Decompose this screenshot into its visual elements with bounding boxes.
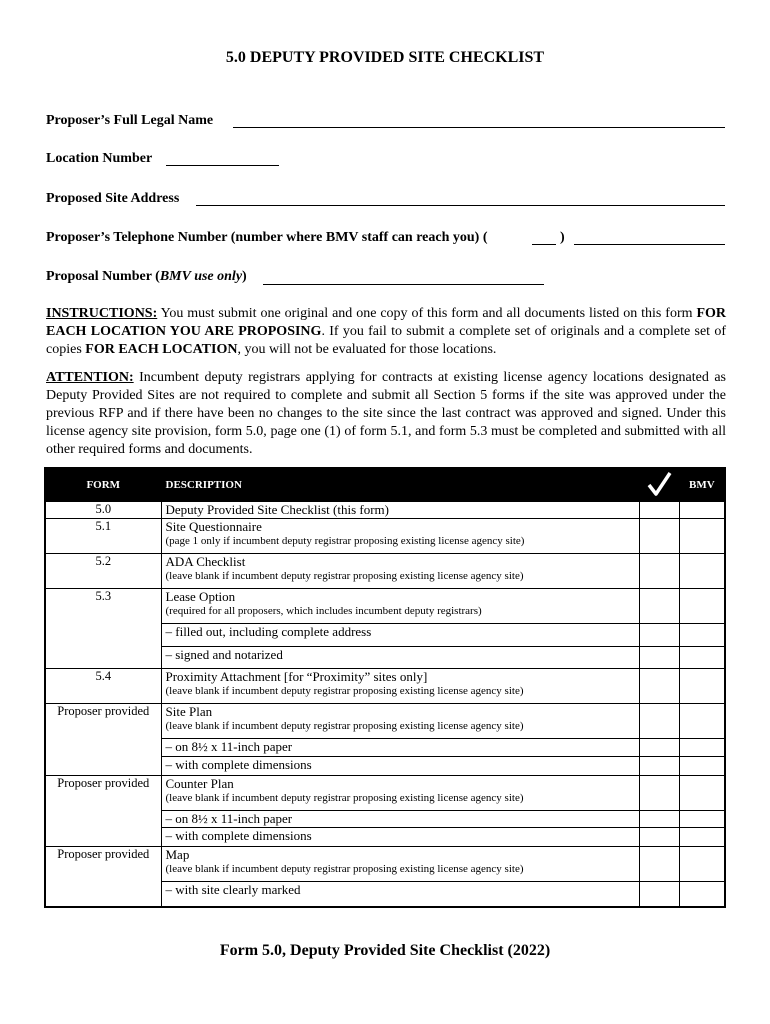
form-number-cell: 5.4 <box>45 669 161 704</box>
bmv-check-box[interactable] <box>679 739 725 757</box>
description-text: – on 8½ x 11-inch paper <box>165 811 293 826</box>
description-cell <box>161 669 639 704</box>
bmv-check-box[interactable] <box>679 847 725 882</box>
proposer-check-box[interactable] <box>639 589 679 624</box>
table-row <box>45 847 725 882</box>
description-text: ADA Checklist <box>165 554 246 569</box>
bmv-check-box[interactable] <box>679 882 725 907</box>
form-number-cell <box>45 757 161 776</box>
bmv-check-box[interactable] <box>679 554 725 589</box>
check-header <box>639 468 679 502</box>
description-cell <box>161 811 639 828</box>
checklist-table <box>44 467 726 908</box>
table-row <box>45 776 725 811</box>
description-text: – with complete dimensions <box>165 828 312 843</box>
description-text: Site Plan <box>165 704 213 719</box>
proposer-check-box[interactable] <box>639 669 679 704</box>
form-number-cell <box>45 624 161 647</box>
proposal-number-field[interactable] <box>263 284 544 285</box>
table-row <box>45 669 725 704</box>
table-row <box>45 647 725 669</box>
site-address-label: Proposed Site Address <box>46 191 180 206</box>
bmv-check-box[interactable] <box>679 669 725 704</box>
bmv-header: BMV <box>679 468 725 502</box>
form-number-cell: Proposer provided <box>45 776 161 811</box>
proposer-check-box[interactable] <box>639 847 679 882</box>
form-footer: Form 5.0, Deputy Provided Site Checklist (2022) <box>219 942 551 959</box>
form-number-cell <box>45 739 161 757</box>
legal-name-label: Proposer’s Full Legal Name <box>46 113 214 128</box>
description-text: – on 8½ x 11-inch paper <box>165 739 293 754</box>
description-cell <box>161 554 639 589</box>
proposer-check-box[interactable] <box>639 739 679 757</box>
bmv-check-box[interactable] <box>679 811 725 828</box>
bmv-check-box[interactable] <box>679 502 725 519</box>
description-note: (leave blank if incumbent deputy registrar proposing existing license agency site) <box>165 720 524 732</box>
proposer-check-box[interactable] <box>639 757 679 776</box>
description-note: (required for all proposers, which includes incumbent deputy registrars) <box>165 605 482 617</box>
table-row <box>45 757 725 776</box>
description-note: (leave blank if incumbent deputy registrar proposing existing license agency site) <box>165 685 524 697</box>
bmv-check-box[interactable] <box>679 828 725 847</box>
bmv-check-box[interactable] <box>679 589 725 624</box>
table-row <box>45 882 725 907</box>
description-cell <box>161 519 639 554</box>
proposer-check-box[interactable] <box>639 624 679 647</box>
location-number-field[interactable] <box>166 165 279 166</box>
table-row <box>45 739 725 757</box>
form-number-cell <box>45 882 161 907</box>
proposer-check-box[interactable] <box>639 502 679 519</box>
proposer-check-box[interactable] <box>639 704 679 739</box>
description-text: – with site clearly marked <box>165 882 301 897</box>
description-cell <box>161 624 639 647</box>
description-text: – with complete dimensions <box>165 757 312 772</box>
description-text: Proximity Attachment [for “Proximity” sites only] <box>165 669 428 684</box>
description-cell <box>161 882 639 907</box>
area-code-field[interactable] <box>532 244 556 245</box>
description-text: Lease Option <box>165 589 236 604</box>
description-cell <box>161 647 639 669</box>
instructions-paragraph: INSTRUCTIONS: You must submit one original and one copy of this form and all documents listed on this form FOR EACH LOCATION YOU ARE PROPOSING. If you fail to submit a complete set of originals and a complete set of copies FOR EACH LOCATION, you will not be evaluated for those locations. <box>46 306 727 357</box>
bmv-check-box[interactable] <box>679 624 725 647</box>
form-number-cell: 5.1 <box>45 519 161 554</box>
description-text: Site Questionnaire <box>165 519 262 534</box>
form-number-cell: 5.2 <box>45 554 161 589</box>
description-cell <box>161 847 639 882</box>
proposal-number-label: Proposal Number (BMV use only) <box>46 269 247 284</box>
description-text: Map <box>165 847 190 862</box>
page-title: 5.0 DEPUTY PROVIDED SITE CHECKLIST <box>225 49 545 66</box>
description-text: Deputy Provided Site Checklist (this form) <box>165 502 390 517</box>
description-cell <box>161 757 639 776</box>
form-number-cell: Proposer provided <box>45 704 161 739</box>
proposer-check-box[interactable] <box>639 776 679 811</box>
table-row <box>45 624 725 647</box>
proposer-check-box[interactable] <box>639 647 679 669</box>
bmv-check-box[interactable] <box>679 647 725 669</box>
description-note: (leave blank if incumbent deputy registrar proposing existing license agency site) <box>165 570 524 582</box>
form-number-cell: 5.3 <box>45 589 161 624</box>
description-cell <box>161 828 639 847</box>
description-text: – signed and notarized <box>165 647 283 662</box>
table-row <box>45 554 725 589</box>
description-cell <box>161 739 639 757</box>
description-header: DESCRIPTION <box>161 468 639 502</box>
description-note: (leave blank if incumbent deputy registrar proposing existing license agency site) <box>165 792 524 804</box>
table-header-row <box>45 468 725 502</box>
form-number-cell: 5.0 <box>45 502 161 519</box>
proposer-check-box[interactable] <box>639 882 679 907</box>
table-row <box>45 519 725 554</box>
table-row <box>45 502 725 519</box>
bmv-check-box[interactable] <box>679 776 725 811</box>
description-note: (leave blank if incumbent deputy registrar proposing existing license agency site) <box>165 863 524 875</box>
description-text: – filled out, including complete address <box>165 624 372 639</box>
telephone-field[interactable] <box>574 244 725 245</box>
form-number-cell <box>45 647 161 669</box>
bmv-check-box[interactable] <box>679 757 725 776</box>
description-cell <box>161 776 639 811</box>
bmv-check-box[interactable] <box>679 519 725 554</box>
site-address-field[interactable] <box>196 205 725 206</box>
attention-paragraph: ATTENTION: Incumbent deputy registrars applying for contracts at existing license agency locations designated as Deputy Provided Sites are not required to complete and submit all Section 5 forms if the site was approved under the previous RFP and if there have been no changes to the site since the last contract was approved and signed. Under this license agency site provision, form 5.0, page one (1) of form 5.1, and form 5.3 must be completed and submitted with all other required forms and documents. <box>46 370 726 457</box>
table-row <box>45 589 725 624</box>
proposer-check-box[interactable] <box>639 554 679 589</box>
description-cell <box>161 502 639 519</box>
description-note: (page 1 only if incumbent deputy registrar proposing existing license agency site) <box>165 535 525 547</box>
description-cell <box>161 589 639 624</box>
form-number-cell: Proposer provided <box>45 847 161 882</box>
bmv-check-box[interactable] <box>679 704 725 739</box>
description-text: Counter Plan <box>165 776 234 791</box>
table-row <box>45 704 725 739</box>
proposer-check-box[interactable] <box>639 811 679 828</box>
form-number-cell <box>45 828 161 847</box>
location-number-label: Location Number <box>46 151 153 166</box>
form-header: FORM <box>45 468 161 502</box>
table-row <box>45 811 725 828</box>
description-cell <box>161 704 639 739</box>
telephone-close-paren: ) <box>560 230 565 245</box>
proposer-check-box[interactable] <box>639 519 679 554</box>
table-row <box>45 828 725 847</box>
legal-name-field[interactable] <box>233 127 725 128</box>
form-number-cell <box>45 811 161 828</box>
checkmark-icon <box>645 470 673 498</box>
telephone-label: Proposer’s Telephone Number (number where BMV staff can reach you) ( <box>46 230 488 245</box>
proposer-check-box[interactable] <box>639 828 679 847</box>
